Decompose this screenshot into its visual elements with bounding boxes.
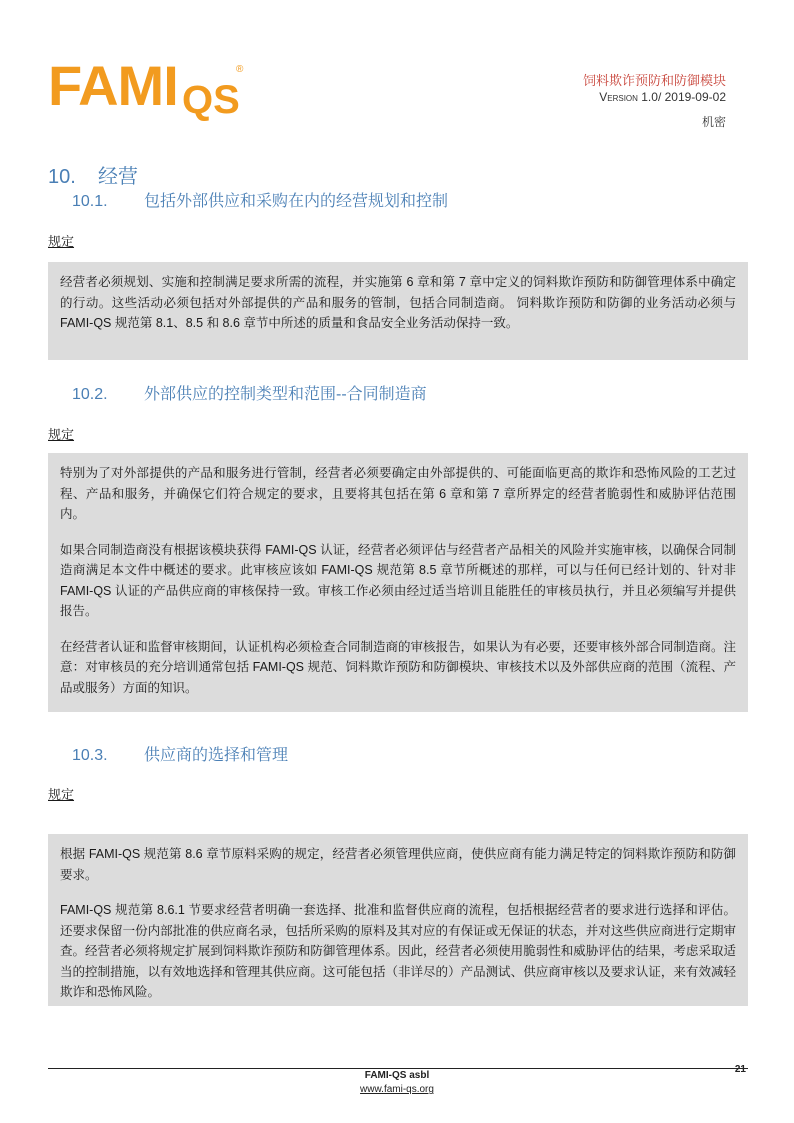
section-title: 外部供应的控制类型和范围--合同制造商 [144, 386, 427, 403]
section-label: 规定 [48, 427, 75, 442]
requirement-paragraph: FAMI-QS 规范第 8.6.1 节要求经营者明确一套选择、批准和监督供应商的流程，包括根据经营者的要求进行选择和评估。还要求保留一份内部批准的供应商名录，包括所采购的原料及其对应的有保证或无保证的状态，并对这些供应商进行定期审查。经营者必须将规定扩展到饲料欺诈预防和防御管理体系。因此，经营者必须使用脆弱性和威胁评估的结果，考虑采取适当的控制措施，以有效地选择和管理其供应商。这可能包括（非详尽的）产品测试、供应商审核以及要求认证，来有效减轻欺诈和恐怖风险。 [60, 903, 736, 999]
section-number: 10.2. [72, 386, 108, 403]
requirement-paragraph: 根据 FAMI-QS 规范第 8.6 章节原料采购的规定，经营者必须管理供应商，使供应商有能力满足特定的饲料欺诈预防和防御要求。 [60, 847, 736, 882]
requirement-paragraph: 在经营者认证和监督审核期间，认证机构必须检查合同制造商的审核报告，如果认为有必要，还要审核外部合同制造商。注意：对审核员的充分培训通常包括 FAMI-QS 规范、饲料欺诈预防和防御模块、审核技术以及外部供应商的范围（流程、产品或服务）方面的知识。 [60, 639, 736, 695]
chapter-heading [48, 160, 138, 189]
requirement-paragraph: 如果合同制造商没有根据该模块获得 FAMI-QS 认证，经营者必须评估与经营者产品相关的风险并实施审核，以确保合同制造商满足本文件中概述的要求。此审核应该如 FAMI-QS 规范第 8.5 章节所概述的那样，可以与任何已经计划的、针对非 FAMI-QS 认证的产品供应商的审核保持一致。审核工作必须由经过适当培训且能胜任的审核员执行，并且必须编写并提供报告。 [60, 542, 736, 618]
header-version: Version 1.0/ 2019-09-02 [599, 90, 726, 104]
section-heading-10-3 [72, 742, 288, 765]
footer-website-link[interactable]: www.fami-qs.org [360, 1084, 434, 1095]
section-heading-10-2 [72, 381, 427, 404]
requirement-box-10-1 [48, 262, 748, 360]
fami-qs-logo [48, 54, 248, 128]
section-heading-10-1 [72, 188, 448, 211]
requirement-box-10-2 [48, 453, 748, 712]
requirement-box-10-3 [48, 834, 748, 1006]
chapter-number: 10. [48, 166, 76, 188]
footer-organization: FAMI-QS asbl [364, 1070, 430, 1081]
header-confidential: 机密 [701, 115, 726, 129]
header-module-title: 饲料欺诈预防和防御模块 [582, 73, 726, 88]
requirement-paragraph: 特别为了对外部提供的产品和服务进行管制，经营者必须要确定由外部提供的、可能面临更高的欺诈和恐怖风险的工艺过程、产品和服务，并确保它们符合规定的要求，且要将其包括在第 6 章和第 7 章所界定的经营者脆弱性和威胁评估范围内。 [60, 466, 736, 521]
section-label: 规定 [48, 234, 75, 249]
logo-qs-text: QS [182, 78, 240, 122]
section-number: 10.1. [72, 193, 108, 210]
section-number: 10.3. [72, 747, 108, 764]
section-title: 包括外部供应和采购在内的经营规划和控制 [144, 193, 449, 210]
requirement-paragraph: 经营者必须规划、实施和控制满足要求所需的流程，并实施第 6 章和第 7 章中定义的饲料欺诈预防和防御管理体系中确定的行动。这些活动必须包括对外部提供的产品和服务的管制，包括合同制造商。 饲料欺诈预防和防御的业务活动必须与 FAMI-QS 规范第 8.1、8.5 和 8.6 章节中所述的质量和食品安全业务活动保持一致。 [60, 275, 736, 330]
chapter-title: 经营 [98, 166, 138, 188]
page-number: 21 [734, 1064, 746, 1075]
logo-fami-text: FAMI [48, 54, 178, 117]
section-label: 规定 [48, 787, 75, 802]
logo-registered-mark: ® [236, 64, 244, 75]
footer-divider [48, 1068, 748, 1069]
section-title: 供应商的选择和管理 [144, 747, 289, 764]
